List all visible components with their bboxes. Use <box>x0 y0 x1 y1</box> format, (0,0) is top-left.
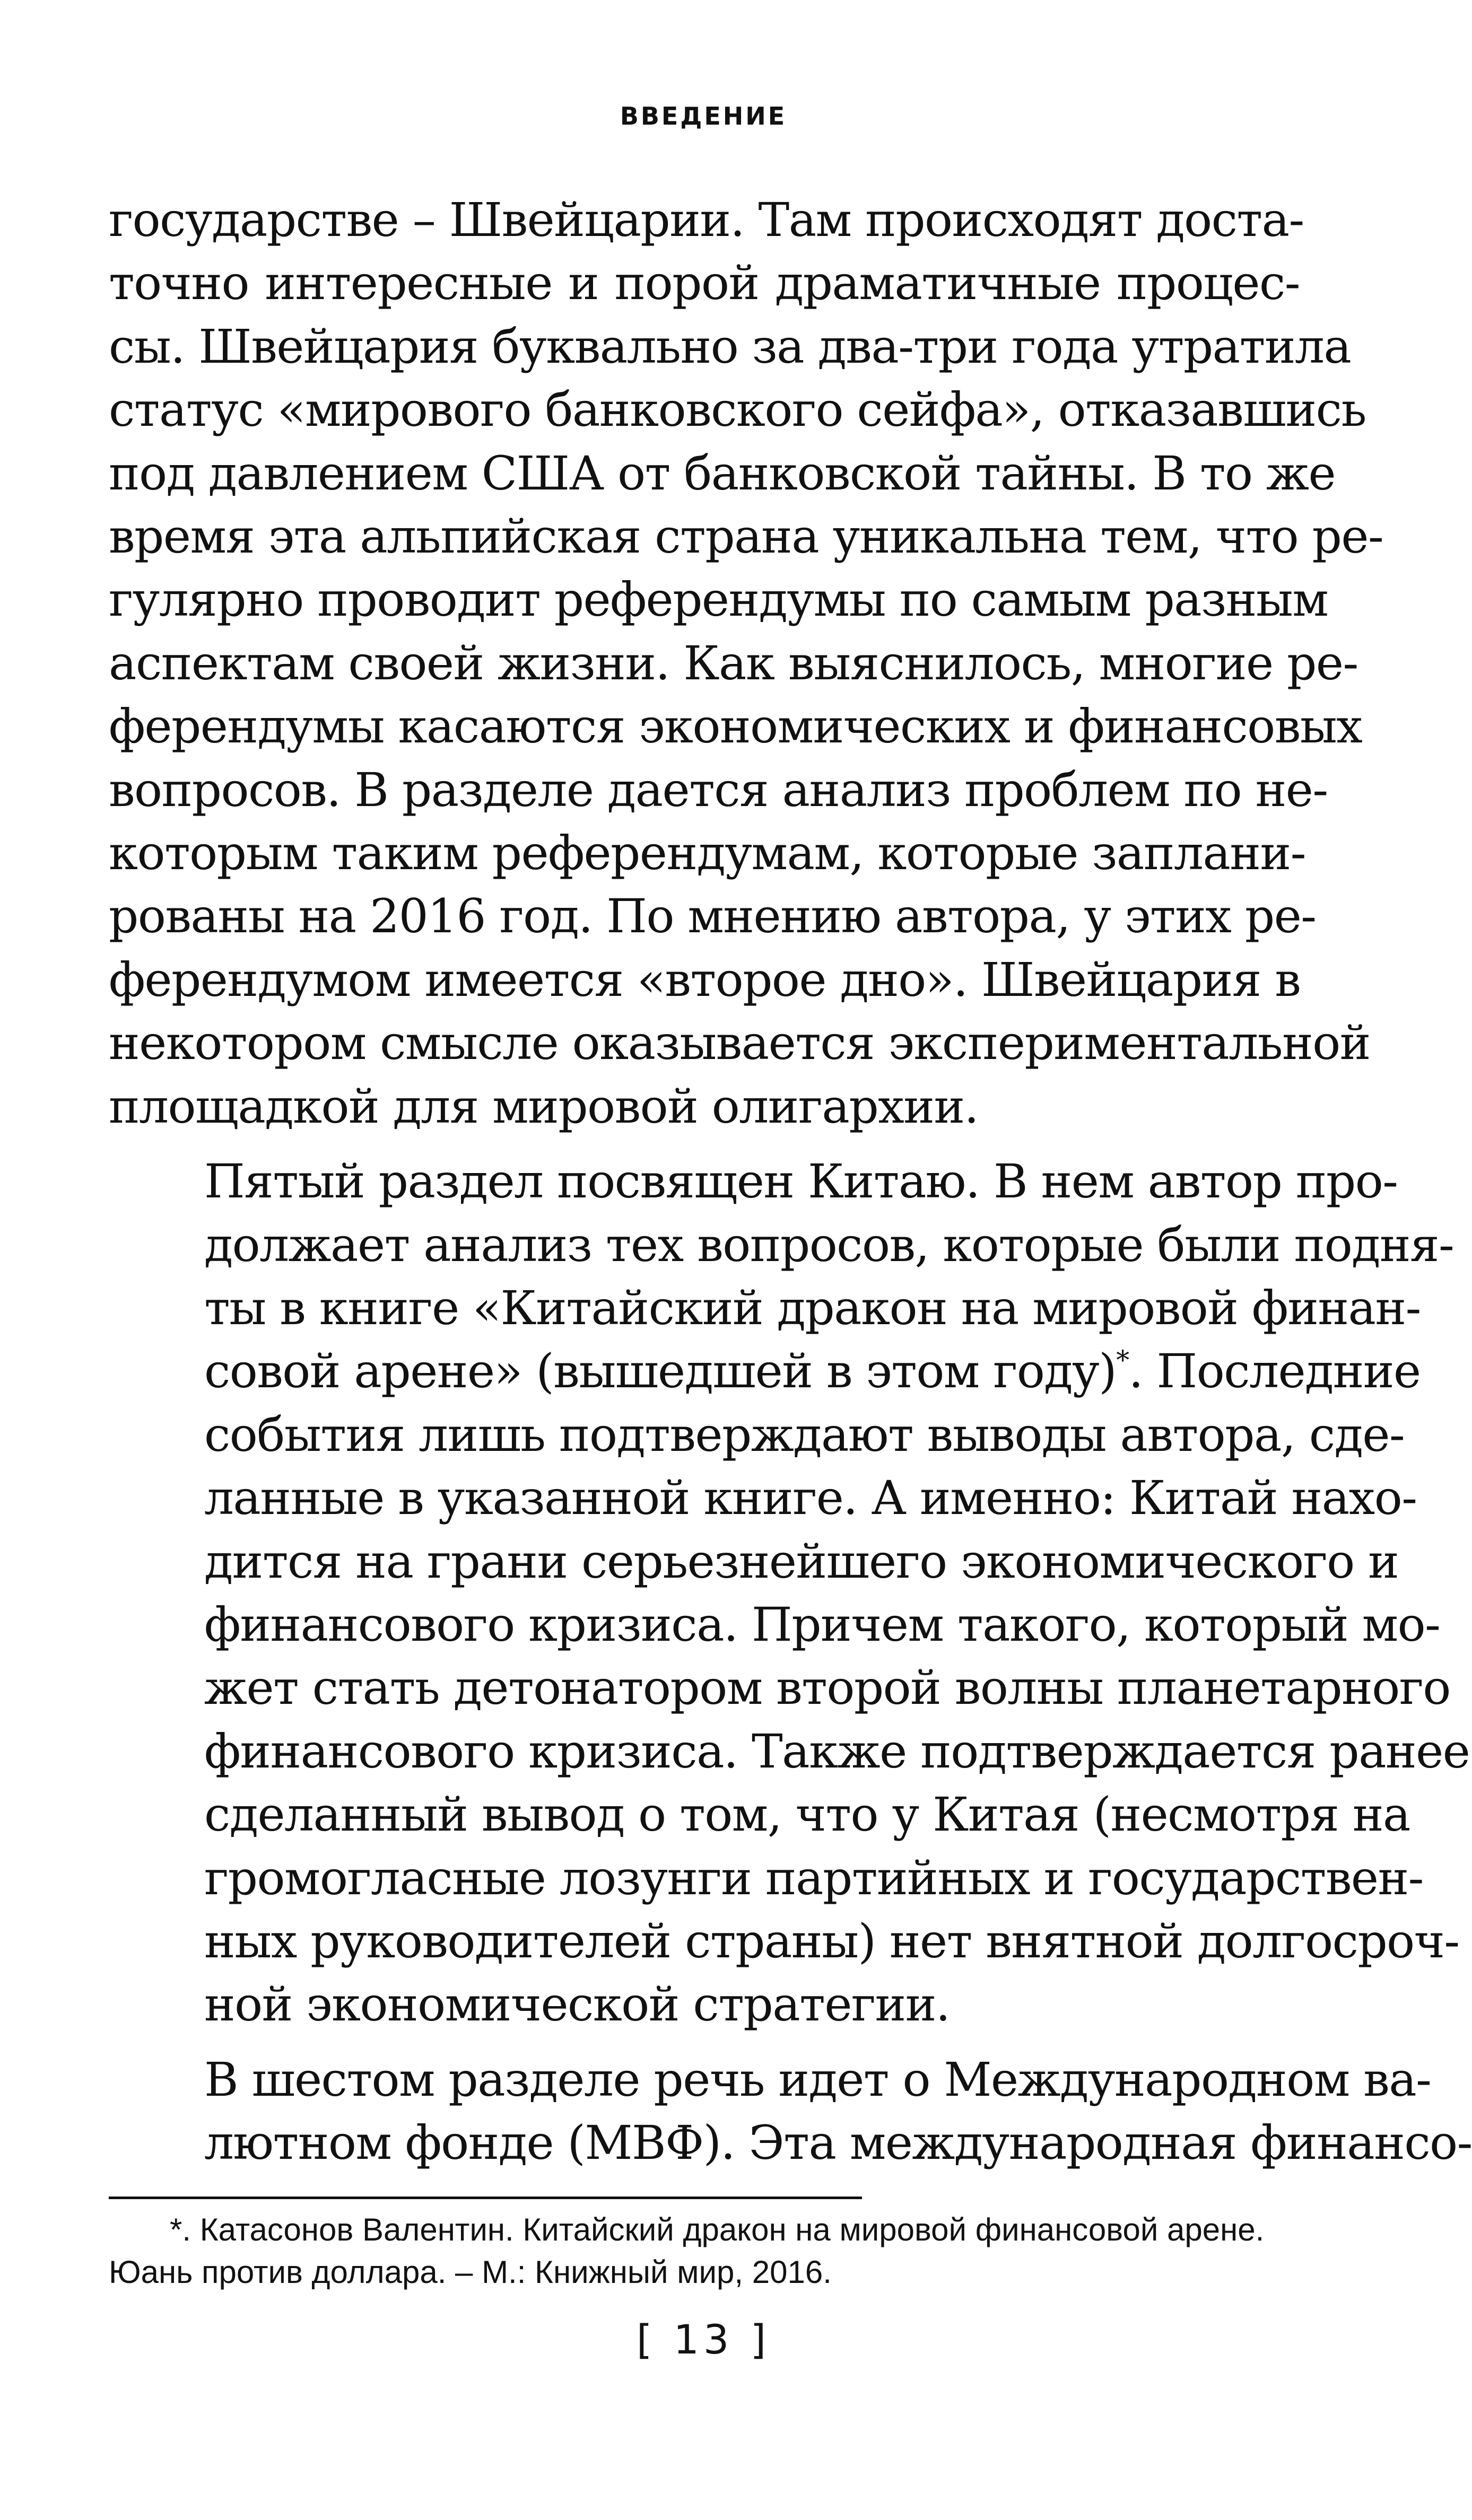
text-line: статус «мирового банковского сейфа», отказавшись <box>109 382 1366 438</box>
text-line: ты в книге «Китайский дракон на мировой финан- <box>204 1280 1421 1335</box>
paragraph-3 <box>109 2048 1472 2175</box>
text-line: которым таким референдумам, которые заплани- <box>109 826 1305 881</box>
text-line: сделанный вывод о том, что у Китая (несмотря на <box>204 1787 1410 1842</box>
text-line: вопросов. В разделе дается анализ проблем по не- <box>109 762 1328 817</box>
text-fragment: совой арене» (вышедшей в этом году) <box>204 1344 1117 1399</box>
text-line: должает анализ тех вопросов, которые были подня- <box>204 1217 1454 1272</box>
text-line: ной экономической стратегии. <box>204 1977 950 2032</box>
text-line: события лишь подтверждают выводы автора, сде- <box>204 1407 1405 1462</box>
text-line: государстве – Швейцарии. Там происходят доста- <box>109 192 1304 247</box>
text-line: время эта альпийская страна уникальна тем, что ре- <box>109 509 1383 564</box>
paragraph-2 <box>109 1150 1470 2036</box>
text-line: В шестом разделе речь идет о Международном ва- <box>204 2052 1431 2107</box>
text-line: ферендумом имеется «второе дно». Швейцария в <box>109 952 1301 1007</box>
text-line: Пятый раздел посвящен Китаю. В нем автор про- <box>204 1154 1398 1209</box>
footnote <box>109 2209 1300 2294</box>
page-number: [ 13 ] <box>636 2316 771 2363</box>
text-line: площадкой для мировой олигархии. <box>109 1079 979 1134</box>
text-line: рованы на 2016 год. По мнению автора, у этих ре- <box>109 889 1316 944</box>
footnote-divider <box>109 2197 862 2199</box>
text-line: финансового кризиса. Причем такого, который мо- <box>204 1597 1440 1652</box>
text-line: аспектам своей жизни. Как выяснилось, многие ре- <box>109 635 1358 690</box>
text-line: ных руководителей страны) нет внятной долгосроч- <box>204 1913 1459 1968</box>
text-line: сы. Швейцария буквально за два-три года утратила <box>109 319 1351 374</box>
text-line: гулярно проводит референдумы по самым разным <box>109 572 1328 627</box>
text-line: некотором смысле оказывается экспериментальной <box>109 1016 1370 1071</box>
text-line: точно интересные и порой драматичные процес- <box>109 256 1300 311</box>
footnote-line: Юань против доллара. – М.: Книжный мир, 2016. <box>109 2254 832 2290</box>
footnote-marker[interactable]: * <box>1116 1345 1129 1376</box>
text-line: под давлением США от банковской тайны. В то же <box>109 445 1336 501</box>
text-line: ланные в указанной книге. А именно: Китай нахо- <box>204 1471 1417 1526</box>
paragraph-1 <box>109 188 1383 1138</box>
text-line: ферендумы касаются экономических и финансовых <box>109 699 1362 754</box>
running-head: ВВЕДЕНИЕ <box>620 102 787 130</box>
text-line: жет стать детонатором второй волны планетарного <box>204 1660 1450 1716</box>
body-text <box>109 188 1472 2186</box>
text-line-with-footnote <box>109 1340 1421 1403</box>
text-line: громогласные лозунги партийных и государствен- <box>204 1850 1423 1905</box>
text-line: лютном фонде (МВФ). Эта международная финансо- <box>204 2115 1472 2171</box>
footnote-line: *. Катасонов Валентин. Китайский дракон на мировой финансовой арене. <box>170 2212 1265 2247</box>
text-line: финансового кризиса. Также подтверждается ранее <box>204 1723 1470 1779</box>
text-line: дится на грани серьезнейшего экономического и <box>204 1534 1399 1589</box>
text-fragment: . Последние <box>1128 1344 1421 1399</box>
